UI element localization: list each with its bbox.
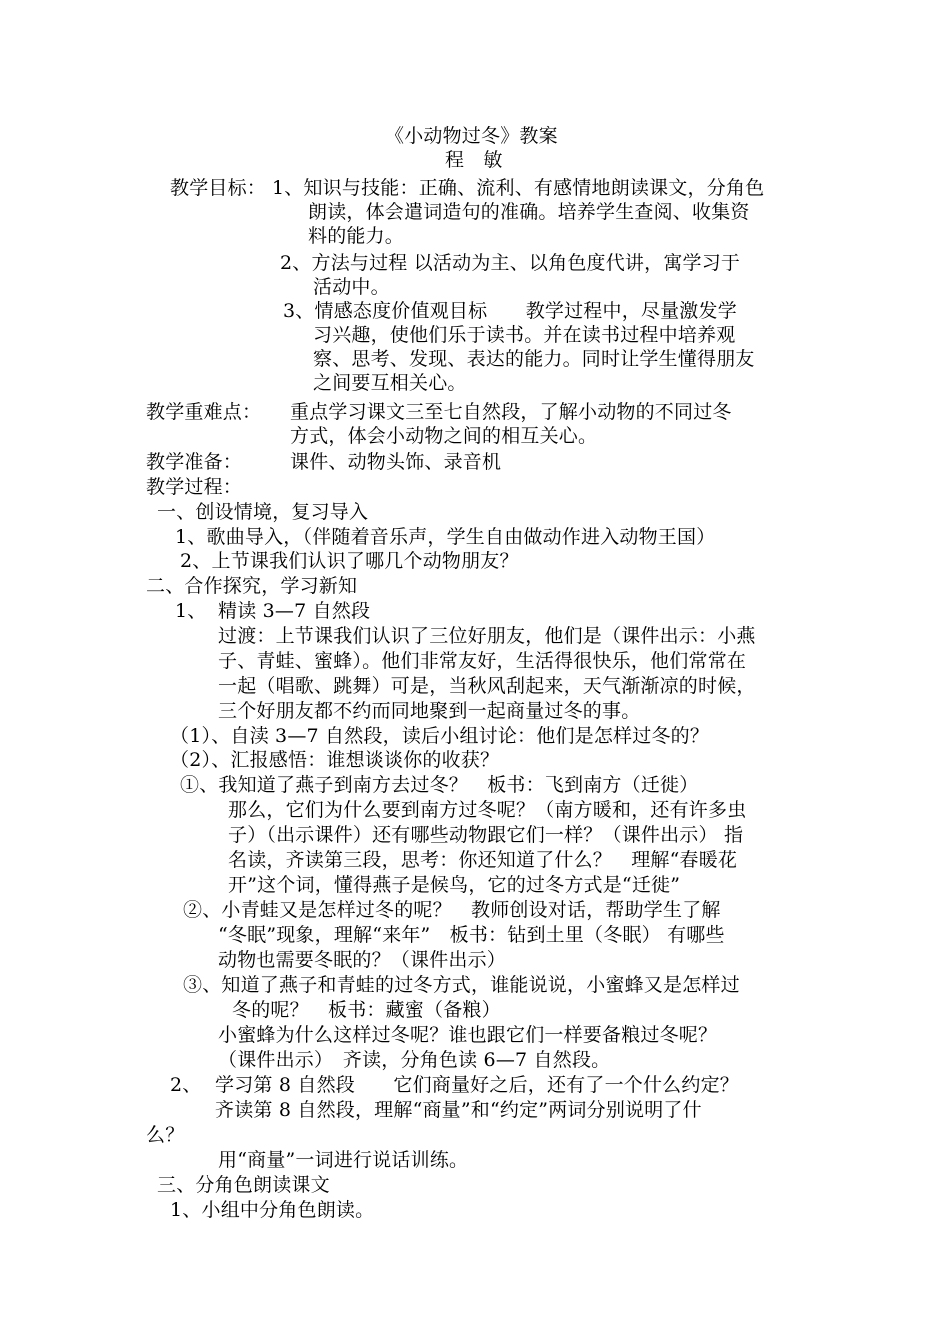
- key-points-label: 教学重难点：: [146, 401, 262, 423]
- section-2-heading: 二、合作探究，学习新知: [146, 575, 358, 597]
- part-2-line: 用“商量”一词进行说话训练。: [218, 1149, 469, 1171]
- goal-1-line: 料的能力。: [308, 225, 405, 247]
- frog-line: ②、小青蛙又是怎样过冬的呢？ 教师创设对话，帮助学生了解: [183, 899, 721, 921]
- swallow-line: 子）（出示课件）还有哪些动物跟它们一样？（课件出示） 指: [228, 824, 744, 846]
- transition-line: 三个好朋友都不约而同地聚到一起商量过冬的事。: [218, 700, 641, 722]
- key-points-line: 方式，体会小动物之间的相互关心。: [290, 425, 598, 447]
- goal-3-line: 3、情感态度价值观目标 教学过程中，尽量激发学: [283, 300, 737, 322]
- section-1-item: 1、歌曲导入，（伴随着音乐声，学生自由做动作进入动物王国）: [175, 526, 716, 548]
- preparation-label: 教学准备：: [146, 451, 243, 473]
- goal-2-line: 2、方法与过程 以活动为主、以角色度代讲，寓学习于: [280, 252, 741, 274]
- preparation-text: 课件、动物头饰、录音机: [290, 451, 502, 473]
- swallow-line: 开”这个词，懂得燕子是候鸟，它的过冬方式是“迁徙”: [228, 874, 681, 896]
- part-2-number: 2、: [170, 1074, 202, 1096]
- section-1-item: 2、上节课我们认识了哪几个动物朋友？: [180, 550, 519, 572]
- bee-followup-line: （课件出示） 齐读，分角色读 6—7 自然段。: [218, 1049, 611, 1071]
- goal-1-line: 朗读，体会遣词造句的准确。培养学生查阅、收集资: [308, 201, 750, 223]
- part-1-title: 精读 3—7 自然段: [218, 600, 371, 622]
- step-1-line: （1）、自渎 3—7 自然段，读后小组讨论：他们是怎样过冬的？: [170, 725, 710, 747]
- bee-line: 冬的呢？ 板书：藏蜜（备粮）: [232, 999, 501, 1021]
- swallow-line: 那么，它们为什么要到南方过冬呢？（南方暖和，还有许多虫: [228, 799, 747, 821]
- bee-line: ③、知道了燕子和青蛙的过冬方式，谁能说说，小蜜蜂又是怎样过: [183, 974, 740, 996]
- bee-followup-line: 小蜜蜂为什么这样过冬呢？谁也跟它们一样要备粮过冬呢？: [218, 1024, 718, 1046]
- section-3-heading: 三、分角色朗读课文: [157, 1174, 330, 1196]
- part-2-line: 学习第 8 自然段 它们商量好之后，还有了一个什么约定？: [215, 1074, 739, 1096]
- frog-line: “冬眠”现象，理解“来年” 板书：钻到土里（冬眠） 有哪些: [218, 924, 725, 946]
- section-1-heading: 一、创设情境，复习导入: [157, 501, 369, 523]
- frog-line: 动物也需要冬眠的？（课件出示）: [218, 949, 507, 971]
- transition-line: 子、青蛙、蜜蜂）。他们非常友好，生活得很快乐，他们常常在: [218, 650, 747, 672]
- key-points-line: 重点学习课文三至七自然段，了解小动物的不同过冬: [290, 401, 732, 423]
- goal-3-line: 之间要互相关心。: [313, 372, 467, 394]
- goals-label: 教学目标：: [170, 177, 267, 199]
- goal-1-line: 1、知识与技能：正确、流利、有感情地朗读课文，分角色: [272, 177, 765, 199]
- part-2-line: 齐读第 8 自然段，理解“商量”和“约定”两词分别说明了什: [215, 1099, 702, 1121]
- goal-3-line: 习兴趣，使他们乐于读书。并在读书过程中培养观: [313, 324, 736, 346]
- goal-3-line: 察、思考、发现、表达的能力。同时让学生懂得朋友: [313, 348, 755, 370]
- swallow-line: 名读，齐读第三段，思考：你还知道了什么？ 理解“春暖花: [228, 849, 738, 871]
- transition-line: 过渡：上节课我们认识了三位好朋友，他们是（课件出示：小燕: [218, 625, 756, 647]
- part-2-line: 么？: [146, 1124, 185, 1146]
- section-3-item: 1、小组中分角色朗读。: [170, 1199, 375, 1221]
- document-title: 《小动物过冬》教案: [385, 125, 558, 147]
- swallow-line: ①、我知道了燕子到南方去过冬？ 板书：飞到南方（迁徙）: [180, 774, 699, 796]
- author-name: 程 敏: [445, 149, 503, 171]
- part-1-number: 1、: [175, 600, 207, 622]
- transition-line: 一起（唱歌、跳舞）可是，当秋风刮起来，天气渐渐凉的时候，: [218, 675, 756, 697]
- goal-2-line: 活动中。: [313, 276, 390, 298]
- process-label: 教学过程：: [146, 476, 243, 498]
- step-2-line: （2）、汇报感悟：谁想谈谈你的收获？: [170, 749, 500, 771]
